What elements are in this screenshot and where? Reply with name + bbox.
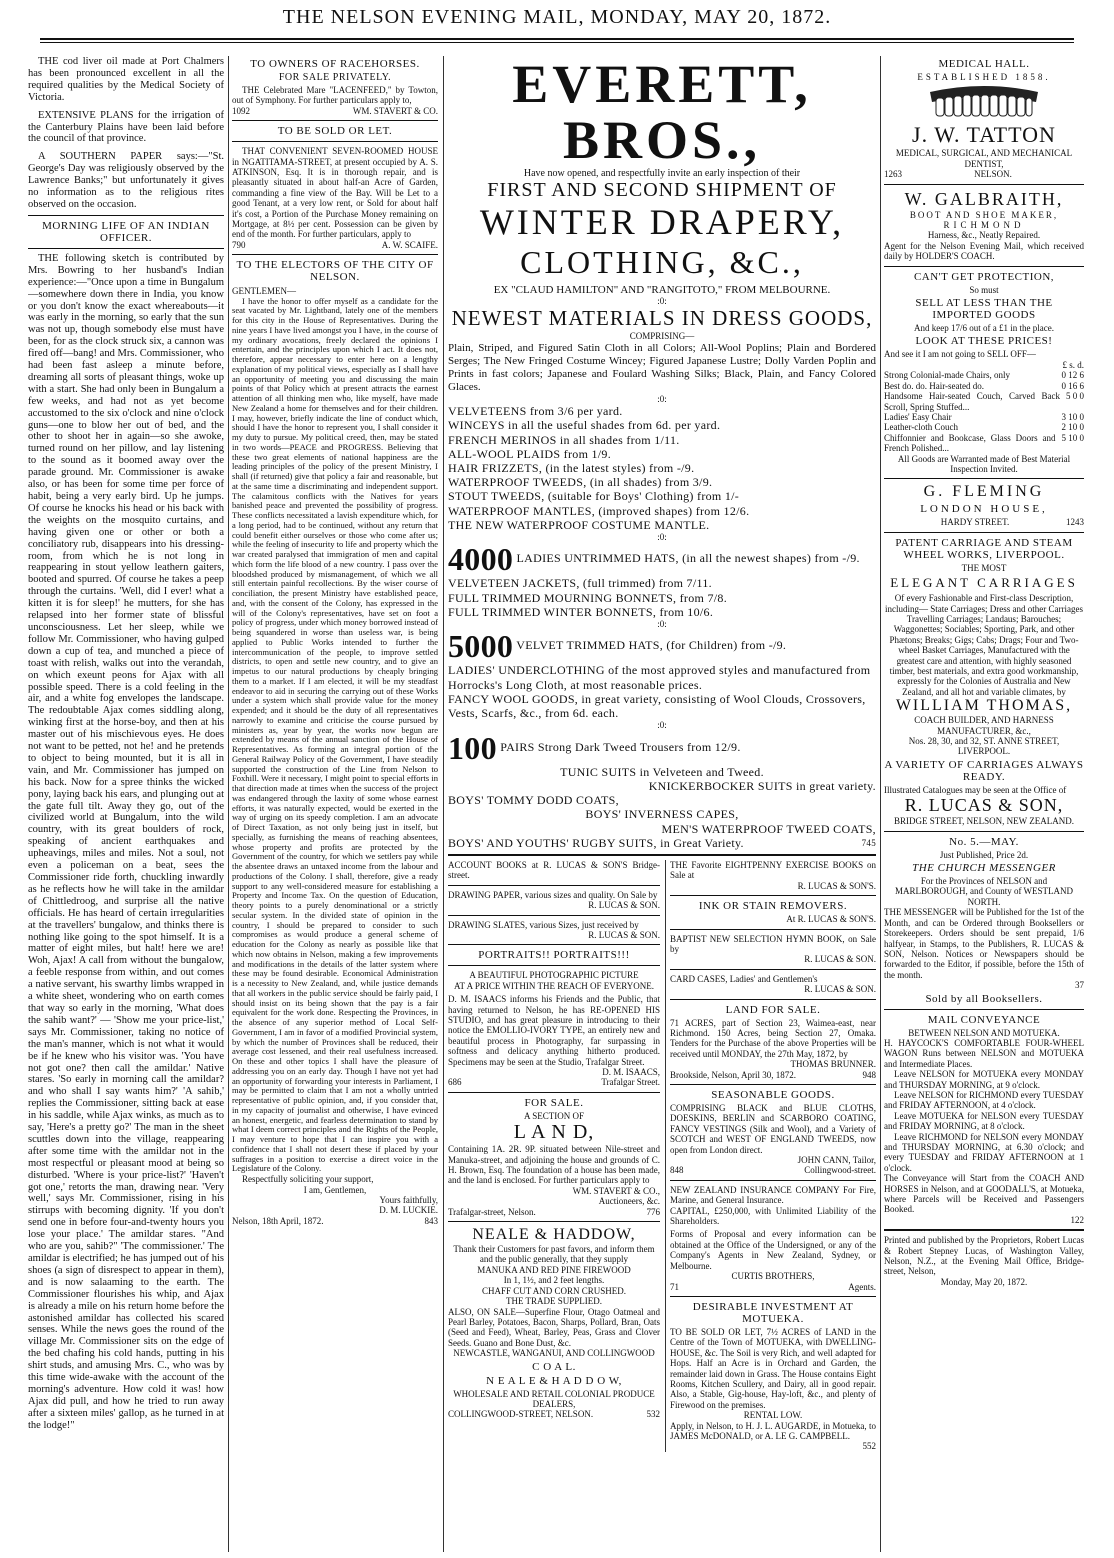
timetable-entry: Leave MOTUEKA for NELSON every TUESDAY and FRIDAY MORNING, at 8 o'clock. — [884, 1110, 1084, 1132]
ad-headline: ELEGANT CARRIAGES — [890, 575, 1078, 591]
ad-subhead: ESTABLISHED 1858. — [917, 72, 1051, 82]
price-row — [884, 433, 1084, 454]
ad-number: 1243 — [1066, 517, 1084, 528]
ad-headline: R. LUCAS & SON, — [904, 795, 1064, 816]
signature: D. M. LUCKIE. — [379, 1205, 438, 1216]
ad-body: For the Provinces of NELSON and MARLBOROUGH, and County of WESTLAND NORTH. — [894, 876, 1074, 907]
ad-number: 790 — [232, 239, 246, 250]
price-row — [884, 370, 1084, 380]
ad-signature: THOMAS BRUNNER. — [790, 1059, 876, 1070]
clothing-heading: CLOTHING, &C., — [520, 244, 804, 280]
ad-subhead: THE TRADE SUPPLIED. — [505, 1296, 603, 1307]
ad-subhead: A BEAUTIFUL PHOTOGRAPHIC PICTURE — [469, 970, 639, 981]
ad-headline: LAND FOR SALE. — [725, 1003, 821, 1016]
firm-name: EVERETT, BROS., — [512, 56, 812, 170]
divider — [28, 248, 224, 249]
ad-body: Thank their Customers for past favors, and inform them and the public generally, that they supply — [453, 1244, 655, 1265]
ad-number: 843 — [424, 1215, 438, 1226]
column-divider — [880, 56, 881, 1552]
dress-goods-list: Plain, Striped, and Figured Satin Cloth in all Colors; All-Wool Poplins; Plain and Bordered Serges; The New Fringed Costume Wincey; Figured Japanese Lustre; Dolly Varden Poplin and Prints in fast colors; Japanese and Foulard Washing Silks; Black, Plain, and Fancy Colored Glaces. — [448, 341, 876, 393]
ad-address: NELSON. — [974, 169, 1012, 180]
price-item: FRENCH MERINOS in all shades from 1/11. — [448, 432, 680, 447]
divider — [448, 1221, 660, 1222]
price-item: BOYS' TOMMY DODD COATS, — [448, 793, 619, 808]
timetable — [884, 1069, 1084, 1173]
ad-subhead: RICHMOND — [943, 220, 1025, 231]
masthead-rule-thin — [40, 42, 1074, 43]
ad-headline: TO OWNERS OF RACEHORSES. — [250, 58, 420, 70]
ad-number: 71 — [670, 1281, 679, 1292]
divider — [232, 254, 438, 255]
column-1 — [28, 56, 224, 1552]
divider — [670, 999, 876, 1000]
ad-body: The Conveyance will Start from the COACH AND HORSES in Nelson, and at GOODALL'S, at Motueka, where Parcels will be Received and Passengers Booked. — [884, 1173, 1084, 1215]
teeth-icon — [924, 84, 1044, 120]
ad-signature: Agents. — [848, 1281, 876, 1292]
ad-headline: TO THE ELECTORS OF THE CITY OF NELSON. — [236, 259, 434, 284]
ad-body: And keep 17/6 out of a £1 in the place. — [914, 323, 1054, 334]
price-item: LADIES' UNDERCLOTHING of the most approved styles and manufactured from Horrocks's Long Cloth, at most reasonable prices. — [448, 663, 871, 692]
price-row — [884, 422, 1084, 432]
ad-address: Brookside, Nelson, April 30, 1872. — [670, 1069, 796, 1080]
ad-address: COLLINGWOOD-STREET, NELSON. — [448, 1409, 594, 1420]
divider — [670, 895, 876, 896]
divider — [28, 215, 224, 216]
ad-body: 71 ACRES, part of Section 23, Waimea-east, near Richmond. 150 Acres, being Section 27, Omaka. Tenders for the Purchase of the above Properties will be received until MONDAY, the 27th May, 1872, by — [670, 1017, 876, 1059]
ad-number: 122 — [1070, 1214, 1084, 1225]
divider — [232, 120, 438, 121]
price-table — [884, 370, 1084, 453]
ad-address: Trafalgar-street, Nelson. — [448, 1206, 536, 1217]
ad-subhead: NEWCASTLE, WANGANUI, AND COLLINGWOOD — [453, 1348, 655, 1359]
sub-column-right — [670, 860, 876, 1452]
divider — [884, 831, 1084, 832]
ad-body: All Goods are Warranted made of Best Material Inspection Invited. — [897, 453, 1071, 474]
price-item: ALL-WOOL PLAIDS from 1/9. — [448, 446, 612, 461]
ad-subhead: FOR SALE PRIVATELY. — [278, 72, 392, 83]
ad-address: Nos. 28, 30, and 32, ST. ANNE STREET, LIVERPOOL. — [908, 736, 1060, 757]
ad-headline: TO BE SOLD OR LET. — [277, 125, 393, 138]
ad-body: THAT CONVENIENT SEVEN-ROOMED HOUSE in NGATITAMA-STREET, at present occupied by A. S. ATKINSON, Esq. It is in thorough repair, and is pleasantly situated in about half-an Acre of Garden, commanding a fine view of the Bay. Will be Let to a good Tenant, at a very low rent, or Sold for about half it's cost, a Portion of the Purchase Money remaining on Mortgage, at 8½ per cent. Possession can be given by end of the month. For further particulars, apply to — [232, 146, 438, 240]
timetable-entry: Leave NELSON for RICHMOND every TUESDAY and FRIDAY AFTERNOON, at 4 o'clock. — [884, 1089, 1084, 1111]
ad-body: Illustrated Catalogues may be seen at the Office of — [884, 784, 1067, 795]
ad-number: 1263 — [884, 169, 902, 180]
ad-subhead: BETWEEN NELSON AND MOTUEKA. — [908, 1027, 1060, 1038]
ad-signature: R. LUCAS & SON. — [588, 900, 660, 911]
ad-body: ACCOUNT BOOKS at R. LUCAS & SON'S Bridge-street. — [448, 859, 660, 881]
invitation: Have now opened, and respectfully invite an early inspection of their — [523, 168, 801, 179]
ad-number: 776 — [646, 1206, 660, 1217]
news-item: A SOUTHERN PAPER says:—"St. George's Day was religiously observed by the Lawrence Banks;" but unfortunately it gives no information as to the religious rites observed on the occasion. — [28, 151, 224, 210]
price-item: WATERPROOF MANTLES, (improved shapes) from 12/6. — [448, 503, 750, 518]
price-value: 0 16 6 — [1061, 380, 1084, 391]
closing: Yours faithfully, — [379, 1195, 438, 1205]
price-item: WINCEYS in all the useful shades from 6d. per yard. — [448, 418, 721, 433]
ad-body: Forms of Proposal and every information can be obtained at the Office of the Undersigned, or any of the Company's Agents in New Zealand, Sydney, or Melbourne. — [670, 1229, 876, 1271]
ad-body: DRAWING PAPER, various sizes and quality. On Sale by — [448, 889, 658, 900]
ad-number: 686 — [448, 1077, 462, 1088]
issue-number: No. 5.—MAY. — [949, 835, 1019, 848]
timetable-entry: Leave RICHMOND for NELSON every MONDAY and THURSDAY MORNING, at 6.30 o'clock; and every TUESDAY and FRIDAY AFTERNOON at 1 o'clock. — [884, 1131, 1084, 1173]
ad-signature: WM. STAVERT & CO., — [572, 1185, 660, 1196]
imprint: Printed and published by the Proprietors, Robert Lucas & Robert Stepney Lucas, of Washington Valley, Nelson, N.Z., at the Evening Mail Office, Bridge-street, Nelson, — [884, 1235, 1084, 1277]
ad-headline: PORTRAITS!! PORTRAITS!!! — [478, 949, 630, 962]
divider — [670, 1180, 876, 1181]
masthead-rule — [40, 38, 1074, 40]
price-item: Leather-cloth Couch — [884, 422, 959, 433]
ad-headline: INK OR STAIN REMOVERS. — [698, 900, 848, 913]
ad-signature: At R. LUCAS & SON'S. — [786, 914, 876, 925]
ad-number: 532 — [646, 1409, 660, 1420]
comprising: COMPRISING— — [629, 331, 695, 342]
ad-subhead: RENTAL LOW. — [743, 1410, 803, 1421]
ad-headline: SELL AT LESS THAN THE IMPORTED GOODS — [915, 297, 1053, 322]
closing: Respectfully soliciting your support, — [242, 1174, 374, 1185]
ad-body: COMPRISING BLACK and BLUE CLOTHS, DOESKINS, BERLIN and SCARBORO COATING, FANCY VESTINGS (Silk and Wool), and a Variety of SCOTCH and WEST OF ENGLAND TWEEDS, now open from London direct. — [670, 1103, 876, 1155]
currency-header: £ s. d. — [1062, 359, 1084, 370]
ad-headline: W. GALBRAITH, — [904, 188, 1064, 209]
sub-column-divider — [665, 860, 666, 1452]
ad-body: Apply, in Nelson, to H. J. L. AUGARDE, in Motueka, to JAMES McDONALD, or A. LE G. CAMPBELL. — [670, 1420, 876, 1441]
ad-subhead: In 1, 1½, and 2 feet lengths. — [503, 1275, 605, 1286]
price-item: MEN'S WATERPROOF TWEED COATS, — [661, 821, 876, 836]
ad-headline: J. W. TATTON — [912, 122, 1056, 148]
ad-body: CAPITAL, £250,000, with Unlimited Liability of the Shareholders. — [670, 1205, 876, 1227]
ad-headline: CAN'T GET PROTECTION, — [913, 270, 1055, 283]
divider — [884, 478, 1084, 479]
price-value: 2 10 0 — [1061, 422, 1084, 433]
price-item: VELVETEENS from 3/6 per yard. — [448, 404, 623, 419]
ad-headline: N E A L E & H A D D O W, — [486, 1374, 622, 1387]
ad-headline: DESIRABLE INVESTMENT AT MOTUEKA. — [692, 1300, 854, 1325]
ad-signature: R. LUCAS & SON'S. — [797, 880, 876, 891]
price-item: Chiffonnier and Bookcase, Glass Doors and French Polished... — [884, 432, 1056, 454]
divider — [448, 854, 876, 856]
price-value: 5 0 0 — [1066, 391, 1084, 402]
ad-subhead: So must — [969, 284, 999, 295]
ad-body: And see it I am not going to SELL OFF— — [884, 349, 1036, 360]
divider — [448, 885, 660, 886]
ad-number: 552 — [862, 1441, 876, 1452]
news-item: THE cod liver oil made at Port Chalmers has been pronounced excellent in all the required qualities by the Medical Society of Victoria. — [28, 56, 224, 103]
price-item: THE NEW WATERPROOF COSTUME MANTLE. — [448, 517, 710, 532]
divider — [670, 969, 876, 970]
ad-subhead: MEDICAL, SURGICAL, AND MECHANICAL DENTIST, — [895, 148, 1073, 169]
ad-body: H. HAYCOCK'S COMFORTABLE FOUR-WHEEL WAGON Runs between NELSON and MOTUEKA and Intermediate Places. — [884, 1037, 1084, 1069]
ship-names: EX "CLAUD HAMILTON" AND "RANGITOTO," FROM MELBOURNE. — [493, 284, 831, 296]
separator: :0: — [657, 619, 667, 630]
ad-headline: LOOK AT THESE PRICES! — [915, 335, 1053, 348]
divider — [232, 141, 438, 142]
ad-subhead: BOOT AND SHOE MAKER, — [909, 209, 1059, 220]
quantity: 5000 — [448, 628, 514, 665]
ad-number: 948 — [862, 1069, 876, 1080]
ad-signature: JOHN CANN, Tailor, — [797, 1155, 876, 1166]
ad-subhead: AT A PRICE WITHIN THE REACH OF EVERYONE. — [453, 980, 654, 991]
price-item: PAIRS Strong Dark Tweed Trousers from 12/9. — [500, 739, 741, 754]
ad-body: BAPTIST NEW SELECTION HYMN BOOK, on Sale by — [670, 933, 876, 954]
ad-body: Harness, &c., Neatly Repaired. — [927, 230, 1041, 241]
price-item: FULL TRIMMED WINTER BONNETS, from 10/6. — [448, 604, 714, 619]
divider — [448, 965, 660, 966]
ad-address: Collingwood-street. — [804, 1165, 876, 1176]
price-row — [884, 381, 1084, 391]
ad-body: Containing 1A. 2R. 9P. situated between Nile-street and Manuka-street, and adjoining the house and grounds of C. H. Brown, Esq. The foundation of a house has been made, and the land is enclosed. For further particulars apply to — [448, 1144, 660, 1186]
separator: :0: — [657, 393, 667, 404]
price-row — [884, 391, 1084, 412]
ad-signature: R. LUCAS & SON. — [804, 954, 876, 965]
ad-signature: CURTIS BROTHERS, — [731, 1271, 815, 1282]
price-item: BOYS' AND YOUTHS' RUGBY SUITS, in Great Variety. — [448, 835, 744, 850]
ad-body: CARD CASES, Ladies' and Gentlemen's — [670, 973, 818, 984]
imprint-date: Monday, May 20, 1872. — [940, 1276, 1028, 1287]
price-item: HAIR FRIZZETS, (in the latest styles) from -/9. — [448, 461, 695, 476]
price-item: BOYS' INVERNESS CAPES, — [585, 807, 739, 822]
price-item: LADIES UNTRIMMED HATS, (in all the newest shapes) from -/9. — [516, 551, 860, 566]
ad-body: NEW ZEALAND INSURANCE COMPANY For Fire, Marine, and General Insurance. — [670, 1184, 876, 1206]
price-item: FULL TRIMMED MOURNING BONNETS, from 7/8. — [448, 590, 727, 605]
masthead: THE NELSON EVENING MAIL, MONDAY, MAY 20, 1872. — [282, 6, 832, 28]
ad-body: Of every Fashionable and First-class Description, including— State Carriages; Dress and other Carriages Travelling Carriages; Landaus; Barouches; Waggonettes; Sociables; Sporting, Park, and other Phætons; Breaks; Gigs; Cabs; Drags; Four and Two-wheel Basket Carriages, Manufactured with the greatest care and attention, with highly seasoned timber, best materials, and extra good workmanship, expressly for the Colonies of Australia and New Zealand, and all hot and variable climates, by — [885, 593, 1083, 697]
ad-headline: NEALE & HADDOW, — [472, 1226, 636, 1244]
ad-headline: THE CHURCH MESSENGER — [912, 862, 1056, 875]
separator: :0: — [657, 296, 667, 306]
divider — [670, 929, 876, 930]
ad-subhead: Just Published, Price 2d. — [939, 849, 1029, 860]
divider — [884, 532, 1084, 533]
price-item: VELVET TRIMMED HATS, (for Children) from -/9. — [516, 638, 787, 653]
price-item: Strong Colonial-made Chairs, only — [884, 370, 1010, 381]
price-item: TUNIC SUITS in Velveteen and Tweed. — [560, 764, 764, 779]
ad-address: Trafalgar Street. — [601, 1077, 660, 1088]
quantity: 4000 — [448, 541, 514, 578]
price-item: KNICKERBOCKER SUITS in great variety. — [648, 778, 876, 793]
sub-column-left — [448, 860, 660, 1452]
ad-subhead: WHOLESALE AND RETAIL COLONIAL PRODUCE DEALERS, — [453, 1388, 655, 1409]
ad-signature: WM. STAVERT & CO. — [352, 105, 438, 116]
shipment-heading: FIRST AND SECOND SHIPMENT OF — [487, 179, 837, 201]
quantity: 100 — [448, 729, 497, 766]
ad-subhead: A SECTION OF — [523, 1110, 584, 1121]
closing: I am, Gentlemen, — [303, 1184, 367, 1195]
ad-body: TO BE SOLD OR LET, 7½ ACRES of LAND in the Centre of the Town of MOTUEKA, with DWELLING-HOUSE, &c. The Soil is very Rich, and well adapted for Hops. Half an Acre is in Orchard and Garden, the remainder laid down in Grass. The House contains Eight Rooms, Kitchen Scullery, and Dairy, all in good repair. Also, a Stable, Gig-house, Hay-loft, &c., and plenty of Firewood on the premises. — [670, 1326, 876, 1410]
winter-drapery-heading: WINTER DRAPERY, — [479, 202, 845, 242]
election-address: I have the honor to offer myself as a candidate for the seat vacated by Mr. Lightband, lately one of the members for this city in the House of Representatives. During the nine years I have lived amongst you I have, in the course of my ordinary avocations, freely declared the opinions I entertain, and the principles upon which I act. It does not, therefore, appear necessary to enter here on a lengthy explanation of my political views, especially as I shall have an opportunity of meeting you and discussing the main points of that Policy which at present attracts the earnest attention of all thinking men who, like myself, have made New Zealand a home for themselves and for their children. I may, however, briefly indicate the line of conduct which, should I have the honor to represent you, I shall consider it my duty to pursue. My political creed, then, may be stated in two words—PEACE and PROGRESS. Believing that these two great elements of national happiness are the leading principles of the policy of the present Ministry, I shall (if returned) give that policy a fair and reasonable, but at the same time a discriminating and independent support. The calamitous conflicts with the Natives for years banished peace and prevented the possibility of progress. These conflicts necessitated a lavish expenditure which, for a long period, had to be continued, without any return that could benefit either ourselves or those who come after us; while the feeling of insecurity to life and property which the war created paralysed that immigration of men and capital which form the life blood of a new country. I pass over the bloodshed produced by mismanagement, of which we all still entertain painful recollections. By the wiser course of conciliation, the present Ministry have established peace, and, with the consent of the Colony, has expressed in the will of the Colony's representatives, have set on foot a policy of progress, under which money borrowed instead of being squandered in worse than useless war, is being applied to Public Works intended to further the intercommunication of the people, to improve settled districts, to open and settle new country, and to give an impetus to our natural productions by cheaply bringing them to a market. If I am elected, it will be my steadfast endeavor to aid in securing the carrying out of these Works under a system which shall provide value for the money expended; and it should be the duty of all representatives narrowly to examine and criticise the course pursued by ministers as, year by year, the works now begun are extended by means of the annual sanction of the House of Representatives. As forming an integral portion of the General Railway Policy of the Government, I have steadily supported the construction of the Line from Nelson to Foxhill. Were it necessary, I might point to special efforts in that direction made at times when the success of the project was endangered through the laxity of some whose earnest efforts, it was naturally expected, would be exerted in the way of urging on its speedy completion. I am an advocate of Direct Taxation, as not only being just in itself, but specially, as furnishing the means of reaching absentees, whose property and profits are protected by the Government of the country, for which we settlers pay while the absentee draws an untaxed income from the labour and productions of the Colony. I shall, therefore, give a ready support to any well-considered measure for establishing a Property and Income Tax. On the question of Education, theory points to a purely denominational or a strictly secular system. In the divided state of opinion in the country, I should be prepared to consider to such compromises as would produce a general scheme of education for the Colony as nearly as possible like that which now obtains in Nelson, making a few improvements and modifications in the details of the latter system where these may be found desirable. Economical Administration is a necessity to New Zealand, and, while justice demands that all workers in the public service should be fairly paid, I should insist on its being shown that the pay is a fair equivalent for the work done. Respecting the Provinces, in the absence of any superior method of Local Self-Government, I am in favor of a modified Provincial system, by which the number of Provinces shall be reduced, their average cost lessened, and their real usefulness increased. On these and other topics I shall have the pleasure of addressing you on an early day. Though I have not yet had an opportunity of forwarding your interests in Parliament, I may be permitted to claim that I am not a wholly untried representative of public opinion, and, if you consider that, in my capacity of journalist and otherwise, I have evinced an honest, energetic, and fearless determination to stand by what I deem correct principles and the Rights of the People, I may venture to hope that I can inspire you with a confidence that I shall not desert these if placed by your suffrages in a position to exercise a direct voice in the Legislature of the Colony. — [232, 295, 438, 1174]
ad-address: HARDY STREET. — [940, 517, 1010, 528]
ad-subhead: COACH BUILDER, AND HARNESS MANUFACTURER, &c., — [914, 715, 1054, 736]
ad-signature: D. M. ISAACS, — [602, 1067, 660, 1077]
ad-headline: MEDICAL HALL. — [938, 58, 1030, 70]
ad-headline: MAIL CONVEYANCE — [927, 1013, 1041, 1026]
article-body: THE following sketch is contributed by Mrs. Bowring to her husband's Indian experience:—"Once upon a time in Bungalum—somewhere down there in India, you know or you don't know the exact whereabouts—it was early in the morning, so early that the sun was not up, though somebody else must have been, for as the clock struck six, a cannon was fired off—bang! and Mrs. Commissioner, who had been fast asleep a minute before, dreaming all sorts of pleasant things, woke up with a start. She had only been in Bungalum a few weeks, and had not as yet become accustomed to the six o'clock and nine o'clock guns—one to blow her out of bed, and the other to shoot her in again—so she awoke, turned round on her pillow, and lay listening to the sound as it boomed away over the parade ground. Mr. Commissioner is awake also, or has been for some time per force of habit, being a very early bird. Up he jumps. Of course he knocks his head or his back with the weights on the mosquito curtains, and having given one or other or both a conciliatory rub, disappears into his dressing-room, from which he is not long in reappearing in stout yellow leathern gaiters, booted and spurred. Of course he takes a peep through the curtains. 'Well, did I ever! what a kitten it is for sleep!' he mutters, for she has relapsed into her former state of blissful unconsciousness. Let her sleep, while we follow Mr. Commissioner, who having gulped down a cup of tea, and munched a piece of toast with relish, walks out into the verandah, on which exeunt peons for Ajax with all possible speed. There is a cold feeling in the air, and a white fog envelopes the landscape. The redoubtable Ajax comes siddling along, winking first at the horse-boy, and then at his master out of his mischievous eyes. He does not want to be petted, not he! and he pretends to object to being mounted, but it is all in vain, and Mr. Commissioner has jumped on his back. Now for a spree thinks the wicked pony, laying back his ears, and plunging out at the gate full tilt. Away they go, out of the civilized world at Bungalum, into the wild country, with its great boulders of rock, speaking of ancient earthquakes and upheavings, miles and miles. Not a soul, not even a policeman on a beat, sees the Commissioner ride forth, chuckling inwardly as he reflects how he will take in the amildar of Chittledroog, and surprise all the native officials. He has heard of certain irregularities at the travellers' bungalow, and thinks there is nothing like going to the spot himself. It is a matter of eight miles, but halt! here we are! Woh, Ajax! A call from without the bungalow, a feeble response from within, and out comes a native servant, his swarthy limbs wrapped in a white sheet, wondering who on earth comes that way so early in the morning, 'What does the sahib want?' — 'Show me your price-list,' says Mr. Commissioner, taking no notice of the man's manner, which is not what it would be if he knew who his visitor was. 'You have not got one? then call the amildar.' Native stares. 'So early in morning call the amildar? and who shall I say wants him?' 'A sahib,' replies the Commissioner, sitting back at ease in his saddle, while Ajax winks, as much as to say, 'Here's a pretty go?' The man in the sheet scuttles down into the village, reappearing after some time with the amildar not in the most respectful or pleasant mood at being so disturbed. 'Where is your price-list?' 'Haven't got one,' retorts the man, drawing near. 'Very well,' says Mr. Commissioner, rising in his stirrups with becoming dignity. 'If you don't send one in before four-and-twenty hours you lose your place.' The amildar stares. "And who are you, sahib?" 'The commissioner.' The amildar is electrified; he has jumped out of his shoes (a sign of disrespect to appear in them), and is now salaaming to the earth. The Commissioner flourishes his whip, and Ajax is already a mile on his return home before the astonished amildar has collected his scared senses. While the news goes the round of the village Mr. Commissioner sits on the edge of the bed chafing his cold hands, putting in his shirt studs, and amusing Mrs. C., who was by this time wide-awake with the account of the morning's adventure. How cold it was! how Ajax did pull, and how he tried to run away after a sixteen miles' gallop, as he turned in at the lodge!" — [28, 252, 224, 1431]
column-2 — [232, 56, 438, 1552]
ad-address: BRIDGE STREET, NELSON, NEW ZEALAND. — [894, 816, 1074, 827]
divider — [448, 1092, 660, 1093]
ad-body: THE MESSENGER will be Published for the 1st of the Month, and can be Ordered through Booksellers or Storekeepers. Orders should be sent prepaid, 1/6 halfyear, in Stamps, to the Publishers, R. LUCAS & SON, Nelson. Notices or Newspapers should be forwarded to the Editor, if possible, before the 15th of the month. — [884, 907, 1084, 980]
column-divider — [228, 56, 229, 1552]
news-item: EXTENSIVE PLANS for the irrigation of the Canterbury Plains have been laid before the council of that province. — [28, 109, 224, 145]
article-headline: MORNING LIFE OF AN INDIAN OFFICER. — [42, 219, 210, 244]
ad-signature: A. W. SCAIFE. — [381, 239, 438, 250]
price-item: STOUT TWEEDS, (suitable for Boys' Clothing) from 1/- — [448, 489, 740, 504]
ad-signature: R. LUCAS & SON. — [804, 984, 876, 995]
price-item: Handsome Hair-seated Couch, Carved Back Scroll, Spring Stuffed... — [884, 391, 1060, 412]
price-row — [884, 412, 1084, 422]
price-value: 5 10 0 — [1061, 432, 1084, 443]
ad-headline: A VARIETY OF CARRIAGES ALWAYS READY. — [884, 758, 1084, 783]
ad-headline: FOR SALE. — [524, 1096, 584, 1109]
price-item: FANCY WOOL GOODS, in great variety, consisting of Wool Clouds, Crossovers, Vests, Scarfs, &c., from 6d. each. — [448, 691, 866, 721]
ad-body: ALSO, ON SALE—Superfine Flour, Otago Oatmeal and Pearl Barley, Potatoes, Bacon, Sharps, Pollard, Bran, Oats (Seed and Feed), Wheat, Barley, Peas, Grass and Clover Seeds. Guano and Bone Dust, &c. — [448, 1306, 660, 1348]
price-list — [448, 576, 876, 619]
price-list — [448, 404, 876, 532]
ad-subhead: CHAFF CUT AND CORN CRUSHED. — [481, 1285, 627, 1296]
divider — [670, 1296, 876, 1297]
ad-subhead: THE MOST — [961, 562, 1007, 573]
ad-body: THE Favorite EIGHTPENNY EXERCISE BOOKS on Sale at — [670, 859, 876, 881]
ad-headline: L A N D, — [513, 1121, 595, 1144]
separator: :0: — [657, 532, 667, 543]
column-divider — [443, 56, 444, 1552]
price-item: WATERPROOF TWEEDS, (in all shades) from 3/9. — [448, 475, 713, 490]
divider — [884, 1009, 1084, 1010]
divider — [448, 944, 660, 945]
ad-signature: Auctioneers, &c. — [598, 1196, 660, 1207]
dateline: Nelson, 18th April, 1872. — [232, 1215, 324, 1226]
ad-body: D. M. ISAACS informs his Friends and the Public, that having returned to Nelson, he has RE-OPENED HIS STUDIO, and has great pleasure in introducing to their notice the EMOLLIO-IVORY TYPE, an entirely new and beautiful process in Photography, far surpassing in softness and delicacy anything hitherto produced. Specimens may be seen at the Studio, Trafalgar Street. — [448, 994, 660, 1067]
column-4 — [884, 56, 1084, 1552]
price-value: 3 10 0 — [1061, 411, 1084, 422]
ad-subhead: Sold by all Booksellers. — [925, 992, 1043, 1005]
ad-signature: R. LUCAS & SON. — [588, 929, 660, 940]
ad-headline: C O A L. — [532, 1360, 576, 1373]
ad-body: Agent for the Nelson Evening Mail, which received daily by HOLDER'S COACH. — [884, 240, 1084, 262]
price-value: 0 12 6 — [1061, 370, 1084, 381]
ad-headline: PATENT CARRIAGE AND STEAM WHEEL WORKS, LIVERPOOL. — [895, 536, 1073, 561]
ad-body: THE Celebrated Mare "LACENFEED," by Towton, out of Symphony. For further particulars apply to, — [232, 85, 438, 106]
ad-headline: SEASONABLE GOODS. — [711, 1089, 835, 1101]
ad-headline: WILLIAM THOMAS, — [895, 697, 1073, 715]
price-item: Ladies' Easy Chair — [884, 411, 952, 422]
ad-headline: G. FLEMING — [923, 483, 1045, 501]
ad-subhead: LONDON HOUSE, — [920, 503, 1048, 516]
divider — [884, 1229, 1084, 1231]
column-3 — [448, 56, 876, 1552]
ad-subhead: MANUKA AND RED PINE FIREWOOD — [477, 1264, 631, 1275]
divider — [448, 915, 660, 916]
ad-body: DRAWING SLATES, various Sizes, just received by — [448, 919, 639, 930]
price-item: VELVETEEN JACKETS, (full trimmed) from 7/11. — [448, 576, 712, 591]
price-item: Best do. do. Hair-seated do. — [884, 380, 985, 391]
dress-goods-heading: NEWEST MATERIALS IN DRESS GOODS, — [451, 306, 873, 331]
salutation: GENTLEMEN— — [232, 286, 296, 297]
divider — [670, 1084, 876, 1085]
separator: :0: — [657, 720, 667, 731]
timetable-entry: Leave NELSON for MOTUEKA every MONDAY and THURSDAY MORNING, at 9 o'clock. — [884, 1069, 1084, 1090]
ad-number: 37 — [1075, 980, 1084, 991]
divider — [884, 266, 1084, 267]
ad-number: 848 — [670, 1165, 684, 1176]
divider — [884, 184, 1084, 185]
ad-number: 1092 — [232, 105, 250, 116]
ad-number: 745 — [861, 837, 876, 848]
